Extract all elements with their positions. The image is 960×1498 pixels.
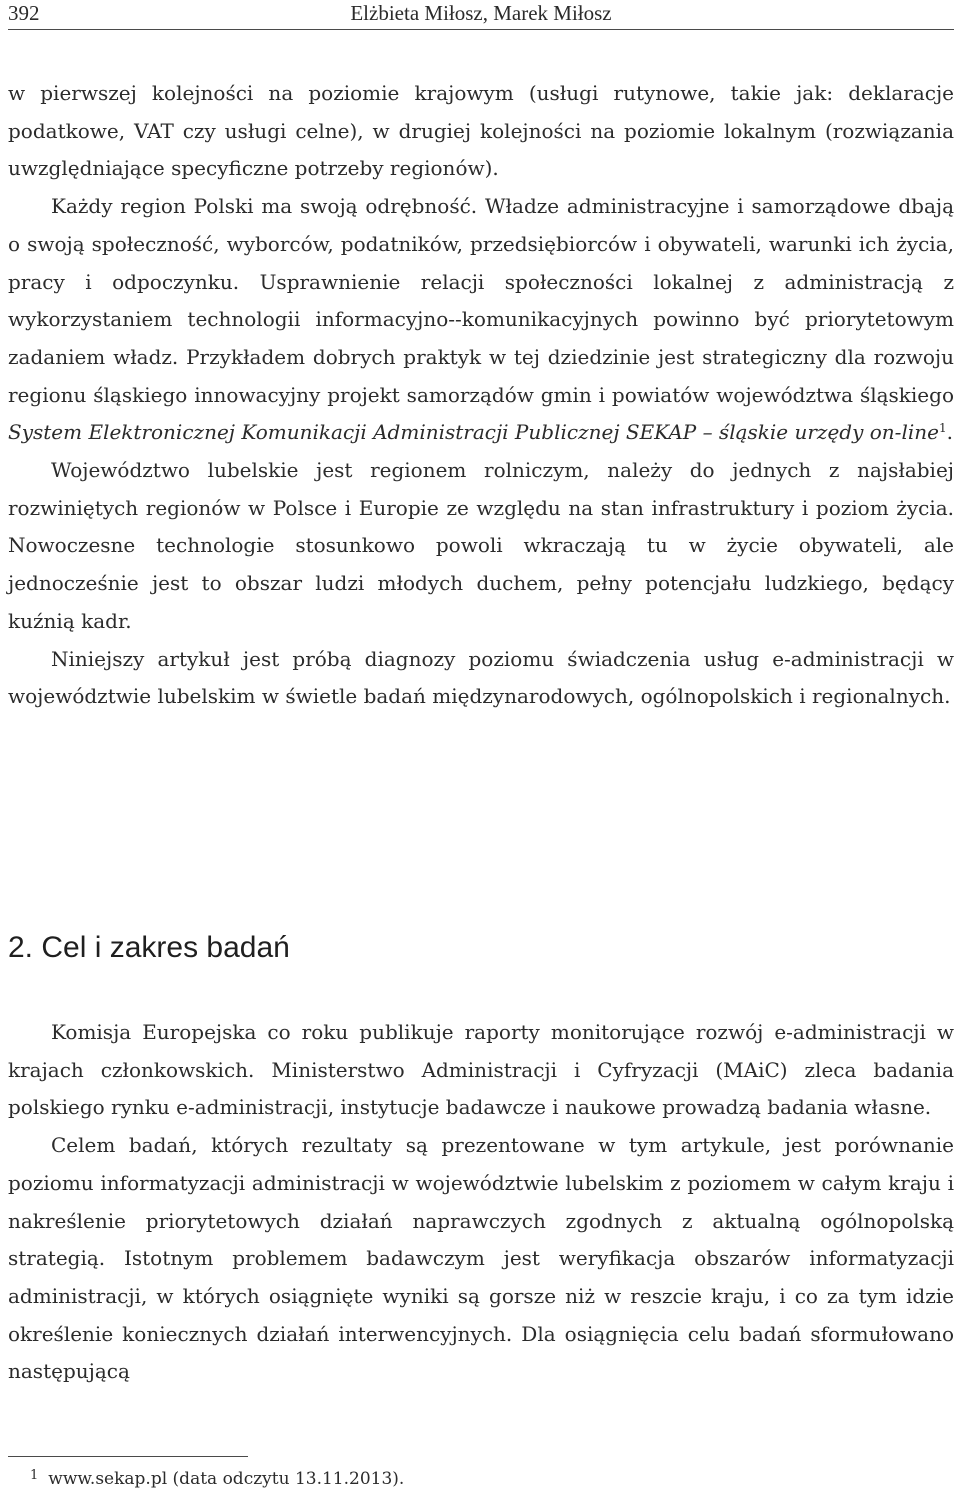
section-heading: 2. Cel i zakres badań [8, 931, 290, 964]
body-text-after-section [8, 1014, 954, 1391]
footnote-mark: 1 [30, 1468, 39, 1483]
paragraph-eu-commission: Komisja Europejska co roku publikuje raporty monitorujące rozwój e-administracji w krajach członkowskich. Ministerstwo Administracji i Cyfryzacji (MAiC) zleca badania polskiego rynku e-administracji, instytucje badawcze i naukowe prowadzą badania własne. [8, 1020, 954, 1120]
paragraph-article-purpose: Niniejszy artykuł jest próbą diagnozy poziomu świadczenia usług e-administracji w województwie lubelskim w świetle badań międzynarodowych, ogólnopolskich i regionalnych. [8, 646, 954, 709]
paragraph-continued: w pierwszej kolejności na poziomie krajowym (usługi rutynowe, takie jak: deklaracje podatkowe, VAT czy usługi celne), w drugiej kolejności na poziomie lokalnym (rozwiązania uwzględniające specyficzne potrzeby regionów). [8, 81, 954, 181]
sekap-project-title: System Elektronicznej Komunikacji Administracji Publicznej SEKAP – śląskie urzędy on-line [8, 420, 939, 445]
running-title-authors: Elżbieta Miłosz, Marek Miłosz [350, 1, 612, 25]
body-text-before-section [8, 75, 954, 716]
footnote-divider [8, 1456, 248, 1457]
running-header [8, 0, 954, 30]
paragraph-sekap [8, 188, 954, 452]
page-number: 392 [8, 1, 40, 25]
footnote-text: www.sekap.pl (data odczytu 13.11.2013). [48, 1469, 405, 1489]
paragraph-sekap-end: . [946, 420, 953, 445]
footnote-reference[interactable]: 1 [938, 421, 947, 436]
document-page [8, 0, 954, 1498]
footnote [30, 1466, 404, 1492]
paragraph-research-goal: Celem badań, których rezultaty są prezentowane w tym artykule, jest porównanie poziomu informatyzacji administracji w województwie lubelskim z poziomem w całym kraju i nakreślenie priorytetowych działań naprawczych zgodnych z aktualną ogólnopolską strategią. Istotnym problemem badawczym jest weryfikacja obszarów informatyzacji administracji, w których osiągnięte wyniki są gorsze niż w reszcie kraju, i co za tym idzie określenie koniecznych działań interwencyjnych. Dla osiągnięcia celu badań sformułowano następującą [8, 1133, 954, 1384]
paragraph-sekap-text: Każdy region Polski ma swoją odrębność. Władze administracyjne i samorządowe dbają o swoją społeczność, wyborców, podatników, przedsiębiorców i obywateli, warunki ich życia, pracy i odpoczynku. Usprawnienie relacji społeczności lokalnej z administracją z wykorzystaniem technologii informacyjno--komunikacyjnych powinno być priorytetowym zadaniem władz. Przykładem dobrych praktyk w tej dziedzinie jest strategiczny dla rozwoju regionu śląskiego innowacyjny projekt samorządów gmin i powiatów województwa śląskiego [8, 194, 954, 407]
paragraph-lubelskie: Województwo lubelskie jest regionem rolniczym, należy do jednych z najsłabiej rozwiniętych regionów w Polsce i Europie ze względu na stan infrastruktury i poziom życia. Nowoczesne technologie stosunkowo powoli wkraczają tu w życie obywateli, ale jednocześnie jest to obszar ludzi młodych duchem, pełny potencjału ludzkiego, będący kuźnią kadr. [8, 458, 954, 633]
